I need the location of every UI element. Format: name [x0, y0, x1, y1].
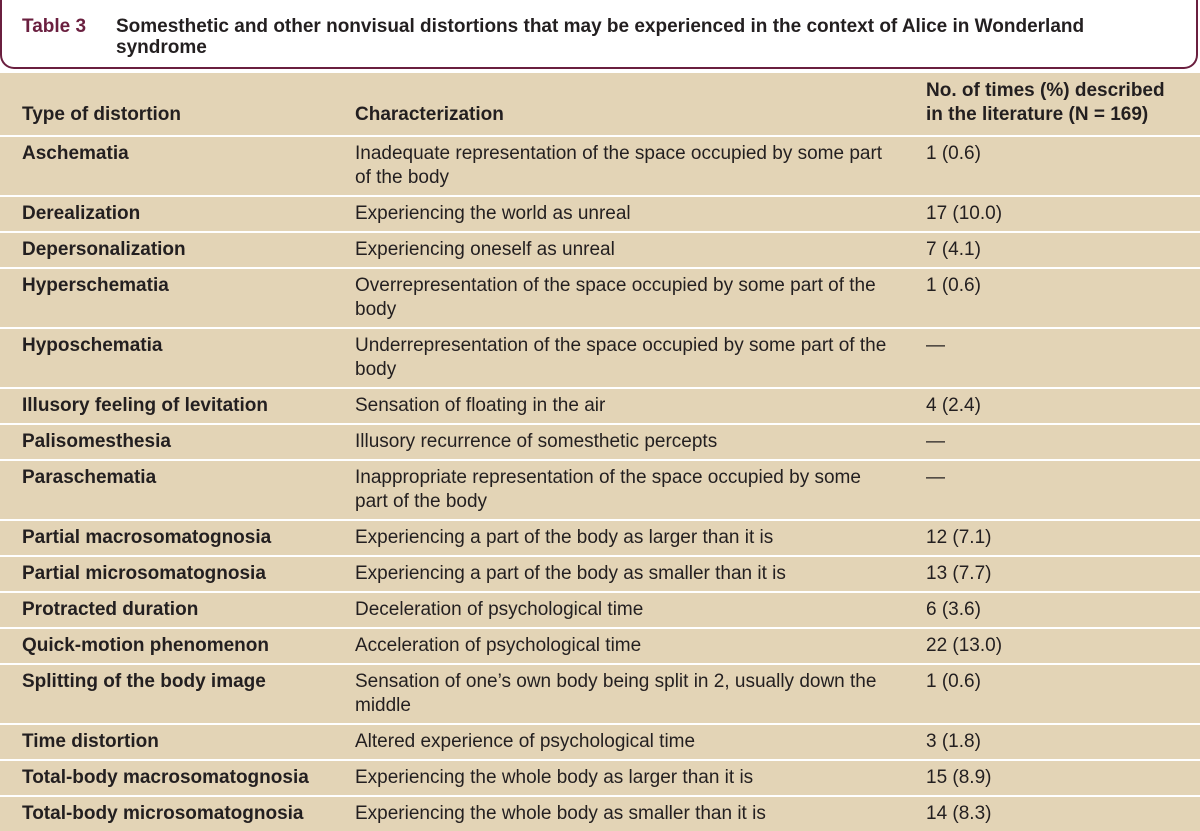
cell-count: 17 (10.0): [905, 196, 1200, 232]
cell-characterization: Acceleration of psychological time: [334, 628, 905, 664]
table-caption: [0, 0, 1198, 69]
cell-characterization: Deceleration of psychological time: [334, 592, 905, 628]
table-row: [0, 196, 1200, 232]
table-row: [0, 268, 1200, 328]
cell-type: Protracted duration: [0, 592, 334, 628]
column-header-count-line2: in the literature (N = 169): [926, 104, 1149, 125]
cell-type: Paraschematia: [0, 460, 334, 520]
cell-count: —: [905, 328, 1200, 388]
table-row: [0, 760, 1200, 796]
cell-count: 12 (7.1): [905, 520, 1200, 556]
cell-count: 15 (8.9): [905, 760, 1200, 796]
cell-type: Hyposchematia: [0, 328, 334, 388]
cell-type: Total-body macrosomatognosia: [0, 760, 334, 796]
column-header-count: [905, 73, 1200, 136]
cell-count: 1 (0.6): [905, 664, 1200, 724]
cell-characterization: Overrepresentation of the space occupied by some part of the body: [334, 268, 905, 328]
table-row: [0, 796, 1200, 831]
table-row: [0, 592, 1200, 628]
cell-count: 3 (1.8): [905, 724, 1200, 760]
column-header-characterization: Characterization: [334, 73, 905, 136]
cell-type: Total-body microsomatognosia: [0, 796, 334, 831]
column-header-count-line1: No. of times (%) described: [926, 80, 1165, 101]
cell-count: 4 (2.4): [905, 388, 1200, 424]
table-row: [0, 628, 1200, 664]
table-row: [0, 460, 1200, 520]
cell-type: Quick-motion phenomenon: [0, 628, 334, 664]
cell-count: —: [905, 460, 1200, 520]
cell-characterization: Inadequate representation of the space occupied by some part of the body: [334, 136, 905, 196]
cell-type: Palisomesthesia: [0, 424, 334, 460]
cell-type: Splitting of the body image: [0, 664, 334, 724]
header-row: [0, 73, 1200, 136]
table-row: [0, 724, 1200, 760]
cell-characterization: Illusory recurrence of somesthetic percepts: [334, 424, 905, 460]
cell-count: 13 (7.7): [905, 556, 1200, 592]
cell-type: Partial macrosomatognosia: [0, 520, 334, 556]
table-body: [0, 136, 1200, 831]
cell-count: 14 (8.3): [905, 796, 1200, 831]
cell-count: 6 (3.6): [905, 592, 1200, 628]
cell-characterization: Sensation of floating in the air: [334, 388, 905, 424]
cell-type: Aschematia: [0, 136, 334, 196]
cell-type: Partial microsomatognosia: [0, 556, 334, 592]
cell-characterization: Experiencing a part of the body as smaller than it is: [334, 556, 905, 592]
table-label: Table 3: [22, 16, 87, 37]
table-row: [0, 556, 1200, 592]
cell-type: Derealization: [0, 196, 334, 232]
cell-type: Hyperschematia: [0, 268, 334, 328]
table-row: [0, 424, 1200, 460]
cell-count: —: [905, 424, 1200, 460]
table-row: [0, 136, 1200, 196]
table-row: [0, 664, 1200, 724]
distortions-table: [0, 73, 1200, 831]
cell-characterization: Experiencing oneself as unreal: [334, 232, 905, 268]
table-title: Somesthetic and other nonvisual distortions that may be experienced in the context of Alice in Wonderland syndrome: [116, 16, 1085, 58]
table-row: [0, 388, 1200, 424]
cell-characterization: Experiencing the world as unreal: [334, 196, 905, 232]
table-row: [0, 520, 1200, 556]
cell-characterization: Sensation of one’s own body being split in 2, usually down the middle: [334, 664, 905, 724]
cell-characterization: Experiencing a part of the body as larger than it is: [334, 520, 905, 556]
data-table-container: [0, 73, 1200, 829]
cell-characterization: Underrepresentation of the space occupied by some part of the body: [334, 328, 905, 388]
cell-count: 1 (0.6): [905, 268, 1200, 328]
cell-characterization: Altered experience of psychological time: [334, 724, 905, 760]
table-row: [0, 328, 1200, 388]
column-header-type: Type of distortion: [0, 73, 334, 136]
cell-type: Depersonalization: [0, 232, 334, 268]
cell-characterization: Experiencing the whole body as larger than it is: [334, 760, 905, 796]
cell-type: Time distortion: [0, 724, 334, 760]
cell-count: 7 (4.1): [905, 232, 1200, 268]
cell-characterization: Inappropriate representation of the space occupied by some part of the body: [334, 460, 905, 520]
cell-count: 1 (0.6): [905, 136, 1200, 196]
cell-count: 22 (13.0): [905, 628, 1200, 664]
cell-type: Illusory feeling of levitation: [0, 388, 334, 424]
table-header: [0, 73, 1200, 136]
cell-characterization: Experiencing the whole body as smaller than it is: [334, 796, 905, 831]
table-row: [0, 232, 1200, 268]
